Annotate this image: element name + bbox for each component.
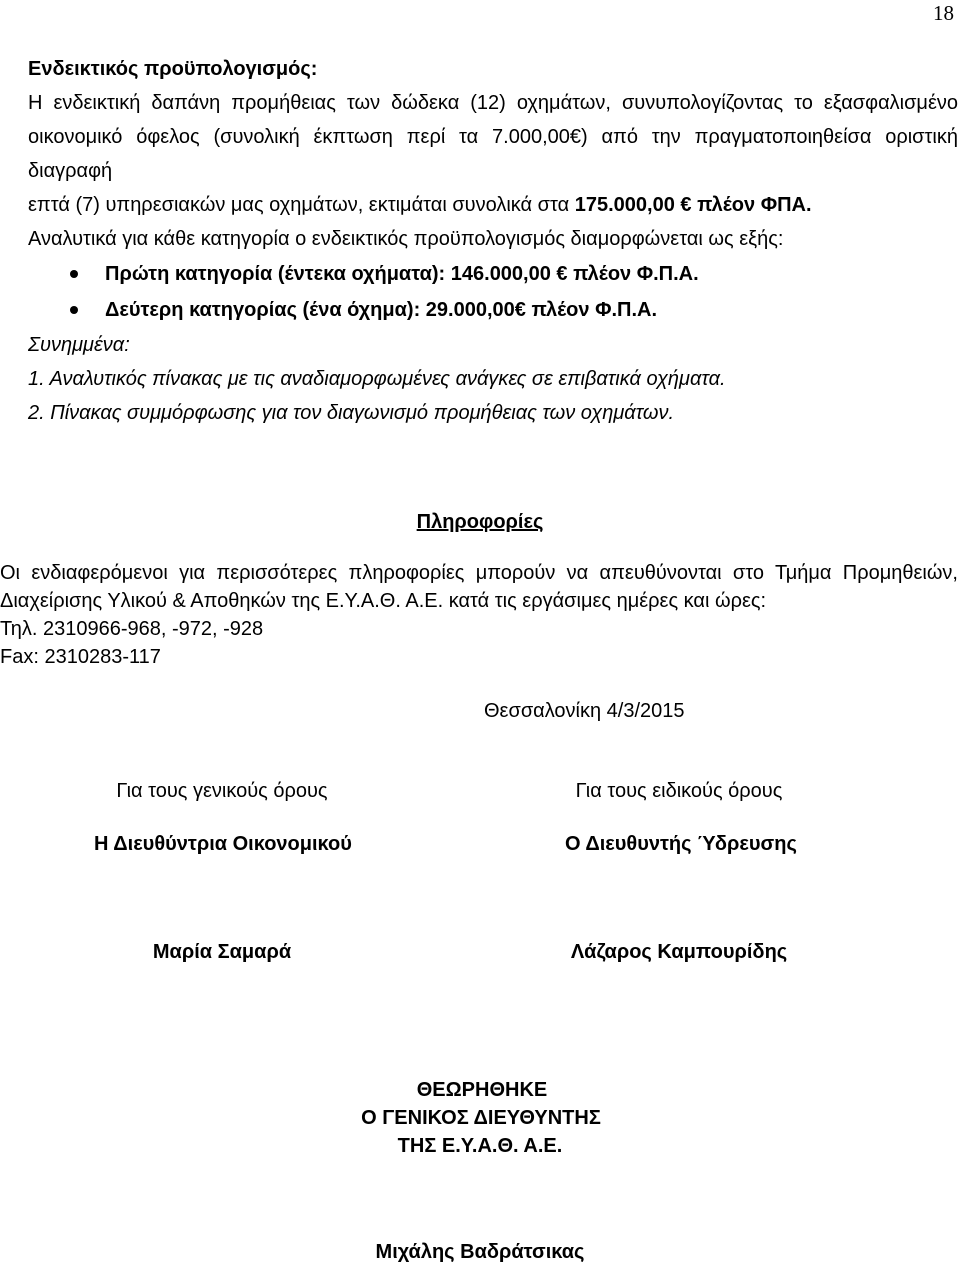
bullet-icon — [70, 270, 78, 278]
budget-section — [28, 52, 958, 430]
right-role: Ο Διευθυντής Ύδρευσης — [565, 833, 797, 855]
list-item — [28, 256, 958, 292]
info-line-1: Οι ενδιαφερόμενοι για περισσότερες πληροφορίες μπορούν να απευθύνονται στο Τμήμα Προμηθειών, — [0, 562, 958, 584]
category-2-text: Δεύτερη κατηγορίας (ένα όχημα): 29.000,00€ πλέον Φ.Π.Α. — [105, 299, 658, 321]
left-role: Η Διευθύντρια Οικονομικού — [94, 833, 352, 855]
general-director-name: Μιχάλης Βαδράτσικας — [375, 1241, 585, 1263]
left-terms: Για τους γενικούς όρους — [116, 780, 328, 802]
left-signatory-name: Μαρία Σαμαρά — [152, 941, 292, 963]
approval-line-1: ΘΕΩΡΗΘΗΚΕ — [416, 1079, 548, 1101]
approval-line-2: Ο ΓΕΝΙΚΟΣ ΔΙΕΥΘΥΝΤΗΣ — [361, 1107, 601, 1129]
budget-paragraph-line-2: οικονομικό όφελος (συνολική έκπτωση περί τα 7.000,00€) από την πραγματοποιηθείσα οριστική διαγραφή — [28, 126, 958, 182]
right-signatory-name: Λάζαρος Καμπουρίδης — [570, 941, 788, 963]
attachment-1: 1. Αναλυτικός πίνακας με τις αναδιαμορφωμένες ανάγκες σε επιβατικά οχήματα. — [28, 368, 726, 390]
attachments-label: Συνημμένα: — [28, 334, 130, 356]
approval-block — [0, 1076, 960, 1160]
category-list — [28, 256, 958, 328]
list-item — [28, 292, 958, 328]
attachment-2: 2. Πίνακας συμμόρφωσης για τον διαγωνισμό προμήθειας των οχημάτων. — [28, 402, 675, 424]
info-title: Πληροφορίες — [416, 511, 544, 533]
bullet-icon — [70, 306, 78, 314]
city-date: Θεσσαλονίκη 4/3/2015 — [484, 700, 685, 722]
fax-number: Fax: 2310283-117 — [0, 646, 161, 668]
phone-number: Τηλ. 2310966-968, -972, -928 — [0, 618, 264, 640]
budget-title: Ενδεικτικός προϋπολογισμός: — [28, 58, 318, 80]
budget-paragraph-line-3-text: επτά (7) υπηρεσιακών μας οχημάτων, εκτιμάται συνολικά στα — [28, 194, 575, 216]
page-number: 18 — [933, 1, 954, 25]
right-terms: Για τους ειδικούς όρους — [575, 780, 783, 802]
budget-paragraph-line-3 — [28, 188, 958, 222]
info-section — [0, 559, 958, 671]
budget-paragraph-line-1: Η ενδεικτική δαπάνη προμήθειας των δώδεκα (12) οχημάτων, συνυπολογίζοντας το εξασφαλισμένο — [28, 92, 958, 114]
info-line-2: Διαχείρισης Υλικού & Αποθηκών της Ε.Υ.Α.Θ. Α.Ε. κατά τις εργάσιμες ημέρες και ώρες: — [0, 590, 767, 612]
category-1-text: Πρώτη κατηγορία (έντεκα οχήματα): 146.000,00 € πλέον Φ.Π.Α. — [105, 263, 699, 285]
approval-line-3: ΤΗΣ Ε.Υ.Α.Θ. Α.Ε. — [397, 1135, 563, 1157]
total-amount: 175.000,00 € πλέον ΦΠΑ. — [574, 194, 812, 216]
breakdown-intro: Αναλυτικά για κάθε κατηγορία ο ενδεικτικός προϋπολογισμός διαμορφώνεται ως εξής: — [28, 228, 784, 250]
